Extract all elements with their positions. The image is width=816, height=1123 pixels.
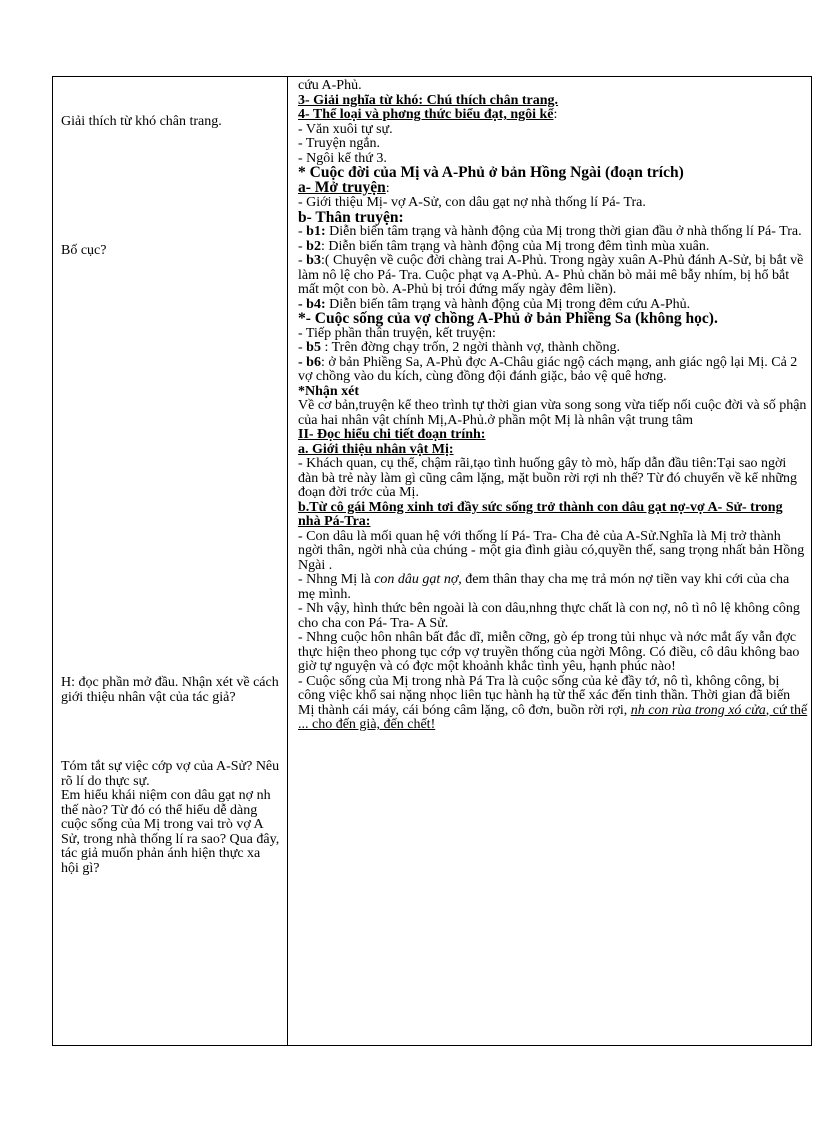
question-summary-capture: Tóm tắt sự việc cớp vợ của A-Sử? Nêu rõ lí do thực sự. bbox=[61, 759, 280, 789]
remark-heading: *Nhận xét bbox=[298, 383, 360, 399]
list-item: - Truyện ngắn. bbox=[298, 136, 381, 151]
subheading-a-text: a- Mở truyện bbox=[298, 178, 386, 196]
label-b4: - b4: bbox=[298, 296, 326, 312]
questions-column bbox=[53, 77, 287, 1045]
paragraph: - Nhng cuộc hôn nhân bất đắc dĩ, miễn cỡng, gò ép trong tủi nhục và nớc mắt ấy vẫn đợc thực hiện theo phong tục cớp vợ truyền thống của ngời Mông. Có điều, cô dâu không bao giờ tự nguyện và có đợc một khoảnh khắc tình yêu, hạnh phúc nào! bbox=[298, 630, 800, 674]
label-b6: - b6 bbox=[298, 354, 321, 370]
text-b6: : ở bản Phiềng Sa, A-Phủ đợc A-Châu giác ngộ cách mạng, anh giác ngộ lại Mị. Cả 2 vợ chồng vào du kích, cùng đồng đội đánh giặc, bảo vệ quê hơng. bbox=[298, 354, 798, 384]
italic-phrase: con dâu gạt nợ bbox=[374, 572, 459, 587]
question-structure: Bố cục? bbox=[61, 243, 107, 258]
section-heading-ii: II- Đọc hiểu chi tiết đoạn trính: bbox=[298, 427, 486, 442]
paragraph-b6 bbox=[298, 356, 808, 385]
paragraph: - Khách quan, cụ thể, chậm rãi,tạo tình huống gây tò mò, hấp dẫn đầu tiên:Tại sao ngời đàn bà trẻ này làm gì cũng câm lặng, mặt buồn rời rợi nh thế? Từ đó chuyển về kể những đoạn đời trớc của Mị. bbox=[298, 456, 797, 500]
text-run: - Cuộc sống của Mị trong nhà Pá Tra là cuộc sống của kẻ đầy tớ, nô tì, không công, bị công việc khổ sai nặng nhọc liên tục hành hạ từ thể xác đến tinh thần. Thời gian đã biến Mị thành cái máy, cái bóng câm lặng, cô đơn, buồn rời rợi, bbox=[298, 673, 791, 718]
subheading-a bbox=[298, 178, 808, 197]
label-b5: b5 bbox=[306, 340, 321, 355]
subheading-b: b- Thân truyện: bbox=[298, 208, 404, 226]
answers-column bbox=[298, 79, 808, 733]
text-run: , cứ thế ... cho đến già, đến chết! bbox=[298, 702, 808, 732]
text-b1: Diễn biến tâm trạng và hành động của Mị trong thời gian đầu ở nhà thống lí Pá- Tra. bbox=[325, 224, 802, 239]
subheading-ii-b: b.Từ cô gái Mông xinh tơi đầy sức sống trở thành con dâu gạt nợ-vợ A- Sử- trong nhà Pá-Tra: bbox=[298, 499, 783, 529]
italic-phrase: nh con rùa trong xó cửa bbox=[630, 702, 766, 718]
part-heading-2: *- Cuộc sống của vợ chồng A-Phủ ở bản Phiềng Sa (không học). bbox=[298, 310, 718, 327]
paragraph-b5: - b5 : Trên đờng chạy trốn, 2 ngời thành vợ, thành chồng. bbox=[298, 340, 621, 355]
subheading-ii-a: a. Giới thiệu nhân vật Mị: bbox=[298, 441, 454, 457]
text-b2: : Diễn biến tâm trạng và hành động của Mị trong đêm tình mùa xuân. bbox=[320, 238, 710, 254]
paragraph: - Tiếp phần thân truyện, kết truyện: bbox=[298, 325, 496, 341]
section-heading-4-colon: : bbox=[553, 107, 558, 122]
label-b1: b1: bbox=[306, 224, 326, 239]
paragraph-b3: - b3:( Chuyện về cuộc đời chàng trai A-Phủ. Trong ngày xuân A-Phủ đánh A-Sử, bị bắt về làm nô lệ cho Pá- Tra. Cuộc phạt vạ A-Phủ. A- Phủ chăn bò mải mê bẫy nhím, bị hổ bắt mất một con bò. A-Phủ bị trói đứng mấy ngày đêm liền). bbox=[298, 253, 804, 297]
question-difficult-words: Giải thích từ khó chân trang. bbox=[61, 114, 222, 129]
label-b3: b3 bbox=[306, 253, 321, 268]
column-divider bbox=[287, 77, 288, 1045]
section-heading-4-text: 4- Thể loại và phơng thức biểu đạt, ngôi kể bbox=[298, 107, 554, 122]
paragraph-b2: - b2: Diễn biến tâm trạng và hành động của Mị trong đêm tình mùa xuân. bbox=[298, 238, 710, 254]
subheading-a-colon: : bbox=[385, 180, 390, 196]
paragraph-b1: - b1: Diễn biến tâm trạng và hành động của Mị trong thời gian đầu ở nhà thống lí Pá- Tra. bbox=[298, 224, 802, 239]
paragraph bbox=[298, 675, 808, 733]
text-b3: :( Chuyện về cuộc đời chàng trai A-Phủ. Trong ngày xuân A-Phủ đánh A-Sử, bị bắt về làm nô lệ cho Pá- Tra. Cuộc phạt vạ A-Phủ. A- Phủ chăn bò mải mê bẫy nhím, bị hổ bắt mất một con bò. A-Phủ bị trói đứng mấy ngày đêm liền). bbox=[298, 253, 804, 297]
text-line: cứu A-Phủ. bbox=[298, 78, 362, 93]
list-item: - Ngôi kể thứ 3. bbox=[298, 150, 387, 166]
part-heading-1: * Cuộc đời của Mị và A-Phủ ở bản Hồng Ngài (đoạn trích) bbox=[298, 164, 684, 181]
text-run: , đem thân thay cha mẹ trả món nợ tiền vay khi cới của cha mẹ mình. bbox=[298, 572, 790, 602]
question-debt-bride: Em hiểu khái niệm con dâu gạt nợ nh thế nào? Từ đó có thể hiểu dễ dàng cuộc sống của Mị trong vai trò vợ A Sử, trong nhà thống lí ra sao? Qua đây, tác giả muốn phản ánh hiện thực xa hội gì? bbox=[61, 788, 280, 876]
section-heading-4 bbox=[298, 108, 808, 123]
list-item: - Văn xuôi tự sự. bbox=[298, 121, 393, 137]
text-run: - Nhng Mị là bbox=[298, 572, 375, 587]
paragraph: - Nh vậy, hình thức bên ngoài là con dâu,nhng thực chất là con nợ, nô tì nô lệ không công cho cha con Pá- Tra- A Sử. bbox=[298, 601, 800, 631]
section-heading-3: 3- Giải nghĩa từ khó: Chú thích chân trang. bbox=[298, 92, 559, 108]
text-b5: : Trên đờng chạy trốn, 2 ngời thành vợ, thành chồng. bbox=[320, 340, 621, 355]
question-intro-character: H: đọc phần mở đầu. Nhận xét về cách giới thiệu nhân vật của tác giả? bbox=[61, 675, 279, 705]
remark-text: Về cơ bản,truyện kể theo trình tự thời gian vừa song song vừa tiếp nối cuộc đời và số phận của hai nhân vật chính Mị,A-Phủ.ở phần một Mị là nhân vật trung tâm bbox=[298, 398, 807, 428]
text-b4: Diễn biến tâm trạng và hành động của Mị trong đêm cứu A-Phủ. bbox=[325, 296, 691, 312]
content-table bbox=[52, 76, 812, 1046]
label-b2: b2 bbox=[306, 238, 321, 254]
paragraph: - Giới thiệu Mị- vợ A-Sử, con dâu gạt nợ nhà thống lí Pá- Tra. bbox=[298, 195, 646, 210]
paragraph: - Con dâu là mối quan hệ với thống lí Pá- Tra- Cha đẻ của A-Sử.Nghĩa là Mị trở thành ngời thân, ngời nhà của chúng - một gia đình giàu có,quyền thế, sang trọng nhất bản Hồng Ngài . bbox=[298, 528, 805, 573]
paragraph bbox=[298, 573, 808, 602]
